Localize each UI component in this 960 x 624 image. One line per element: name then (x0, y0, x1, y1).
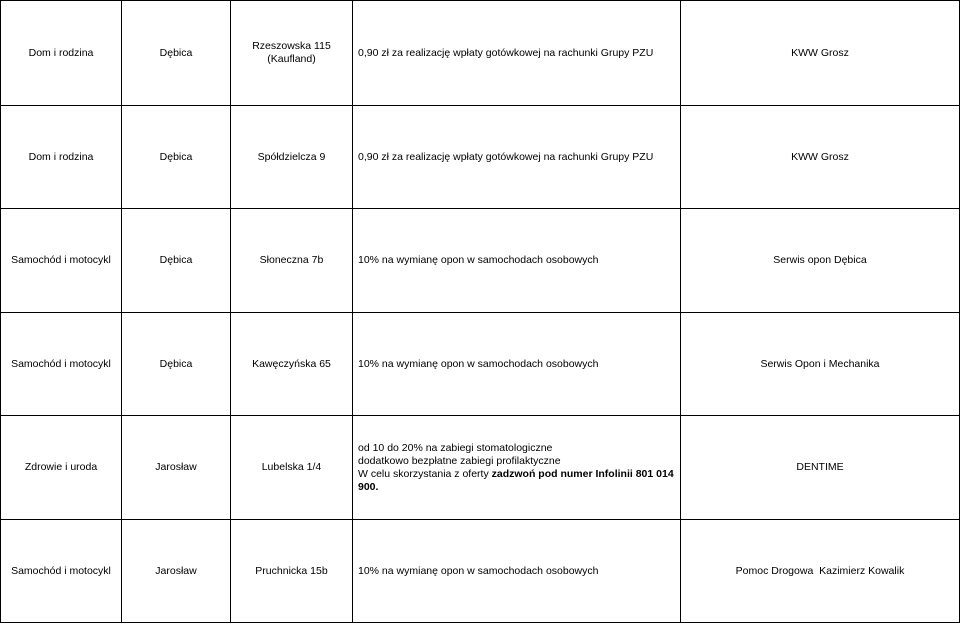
table-row (1, 313, 960, 416)
description-cell: 0,90 zł za realizację wpłaty gotówkowej na rachunki Grupy PZU (353, 1, 681, 106)
partner-cell: Serwis opon Dębica (681, 209, 960, 313)
infoline-phone-text: zadzwoń pod numer Infolinii 801 014 900. (358, 467, 674, 493)
partner-cell: DENTIME (681, 416, 960, 520)
partner-cell: KWW Grosz (681, 106, 960, 209)
city-cell: Dębica (122, 209, 231, 313)
address-cell: Lubelska 1/4 (231, 416, 353, 520)
address-line: (Kaufland) (267, 53, 316, 65)
category-cell: Zdrowie i uroda (1, 416, 122, 520)
description-cell (353, 416, 681, 520)
description-line: dodatkowo bezpłatne zabiegi profilaktyczne (358, 454, 561, 467)
description-cell: 10% na wymianę opon w samochodach osobowych (353, 520, 681, 623)
partner-cell: KWW Grosz (681, 1, 960, 106)
city-cell: Dębica (122, 106, 231, 209)
partner-cell: Pomoc Drogowa Kazimierz Kowalik (681, 520, 960, 623)
address-cell: Pruchnicka 15b (231, 520, 353, 623)
description-cell: 0,90 zł za realizację wpłaty gotówkowej na rachunki Grupy PZU (353, 106, 681, 209)
table-row (1, 416, 960, 520)
table-row (1, 106, 960, 209)
address-cell: Kawęczyńska 65 (231, 313, 353, 416)
city-cell: Dębica (122, 313, 231, 416)
description-text: W celu skorzystania z oferty (358, 467, 492, 480)
description-line (358, 468, 678, 494)
description-line: od 10 do 20% na zabiegi stomatologiczne (358, 441, 553, 454)
table-row (1, 1, 960, 106)
table-row (1, 209, 960, 313)
table-row (1, 520, 960, 623)
address-line: Rzeszowska 115 (252, 40, 331, 52)
city-cell: Jarosław (122, 520, 231, 623)
description-cell: 10% na wymianę opon w samochodach osobowych (353, 313, 681, 416)
category-cell: Dom i rodzina (1, 1, 122, 106)
description-cell: 10% na wymianę opon w samochodach osobowych (353, 209, 681, 313)
city-cell: Jarosław (122, 416, 231, 520)
partner-cell: Serwis Opon i Mechanika (681, 313, 960, 416)
address-cell: Słoneczna 7b (231, 209, 353, 313)
category-cell: Dom i rodzina (1, 106, 122, 209)
category-cell: Samochód i motocykl (1, 313, 122, 416)
city-cell: Dębica (122, 1, 231, 106)
category-cell: Samochód i motocykl (1, 209, 122, 313)
address-cell: Spółdzielcza 9 (231, 106, 353, 209)
category-cell: Samochód i motocykl (1, 520, 122, 623)
address-cell (231, 1, 353, 106)
